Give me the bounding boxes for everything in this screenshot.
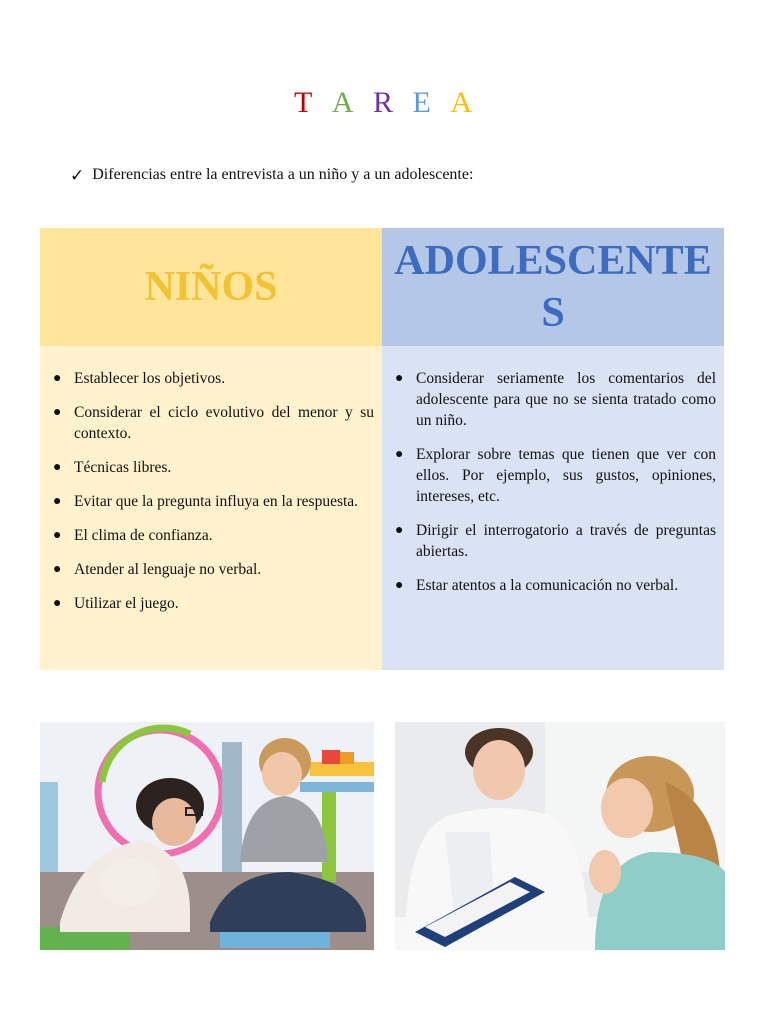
list-item bbox=[392, 575, 716, 596]
subtitle-text: Diferencias entre la entrevista a un niño y a un adolescente: bbox=[92, 166, 474, 183]
bullet-icon: ● bbox=[53, 494, 62, 509]
subtitle-line bbox=[70, 166, 473, 184]
bullet-icon: ● bbox=[53, 405, 62, 420]
list-item bbox=[50, 593, 374, 614]
title-letter-e: E bbox=[412, 86, 433, 119]
bullet-icon: ● bbox=[53, 371, 62, 386]
check-icon: ✓ bbox=[70, 165, 85, 185]
list-item bbox=[50, 525, 374, 546]
title-letter-a2: A bbox=[450, 86, 474, 119]
ninos-cell bbox=[40, 346, 382, 670]
list-item bbox=[50, 491, 374, 512]
list-item bbox=[50, 559, 374, 580]
ninos-header: NIÑOS bbox=[40, 228, 382, 346]
list-item bbox=[392, 368, 716, 431]
ninos-list bbox=[50, 368, 374, 614]
title-letter-t: T bbox=[293, 86, 315, 119]
page-title bbox=[0, 86, 768, 120]
bullet-icon: ● bbox=[53, 528, 62, 543]
children-interview-photo bbox=[40, 722, 374, 950]
list-item-text: Estar atentos a la comunicación no verbal. bbox=[416, 577, 679, 594]
list-item-text: Atender al lenguaje no verbal. bbox=[74, 561, 262, 578]
comparison-table bbox=[40, 228, 724, 670]
list-item bbox=[50, 368, 374, 389]
list-item-text: Utilizar el juego. bbox=[74, 595, 179, 612]
title-letter-a: A bbox=[331, 86, 356, 119]
adolescentes-cell bbox=[382, 346, 724, 670]
bullet-icon: ● bbox=[53, 460, 62, 475]
list-item-text: Evitar que la pregunta influya en la respuesta. bbox=[74, 493, 359, 510]
title-letter-r: R bbox=[372, 86, 395, 119]
list-item-text: Considerar seriamente los comentarios del adolescente para que no se sienta tratado como un niño. bbox=[416, 370, 716, 429]
adolescent-interview-photo bbox=[395, 722, 725, 950]
bullet-icon: ● bbox=[53, 596, 62, 611]
list-item-text: Considerar el ciclo evolutivo del menor y su contexto. bbox=[74, 404, 374, 442]
adolescentes-header: ADOLESCENTES bbox=[382, 228, 724, 346]
list-item bbox=[50, 457, 374, 478]
bullet-icon: ● bbox=[395, 447, 404, 462]
list-item-text: Establecer los objetivos. bbox=[74, 370, 226, 387]
bullet-icon: ● bbox=[395, 371, 404, 386]
list-item-text: Dirigir el interrogatorio a través de preguntas abiertas. bbox=[416, 522, 716, 560]
bullet-icon: ● bbox=[395, 578, 404, 593]
adolescentes-list bbox=[392, 368, 716, 596]
bullet-icon: ● bbox=[53, 562, 62, 577]
list-item-text: Explorar sobre temas que tienen que ver con ellos. Por ejemplo, sus gustos, opiniones, intereses, etc. bbox=[416, 446, 716, 505]
list-item-text: El clima de confianza. bbox=[74, 527, 213, 544]
list-item-text: Técnicas libres. bbox=[74, 459, 172, 476]
list-item bbox=[392, 520, 716, 562]
list-item bbox=[392, 444, 716, 507]
list-item bbox=[50, 402, 374, 444]
bullet-icon: ● bbox=[395, 523, 404, 538]
